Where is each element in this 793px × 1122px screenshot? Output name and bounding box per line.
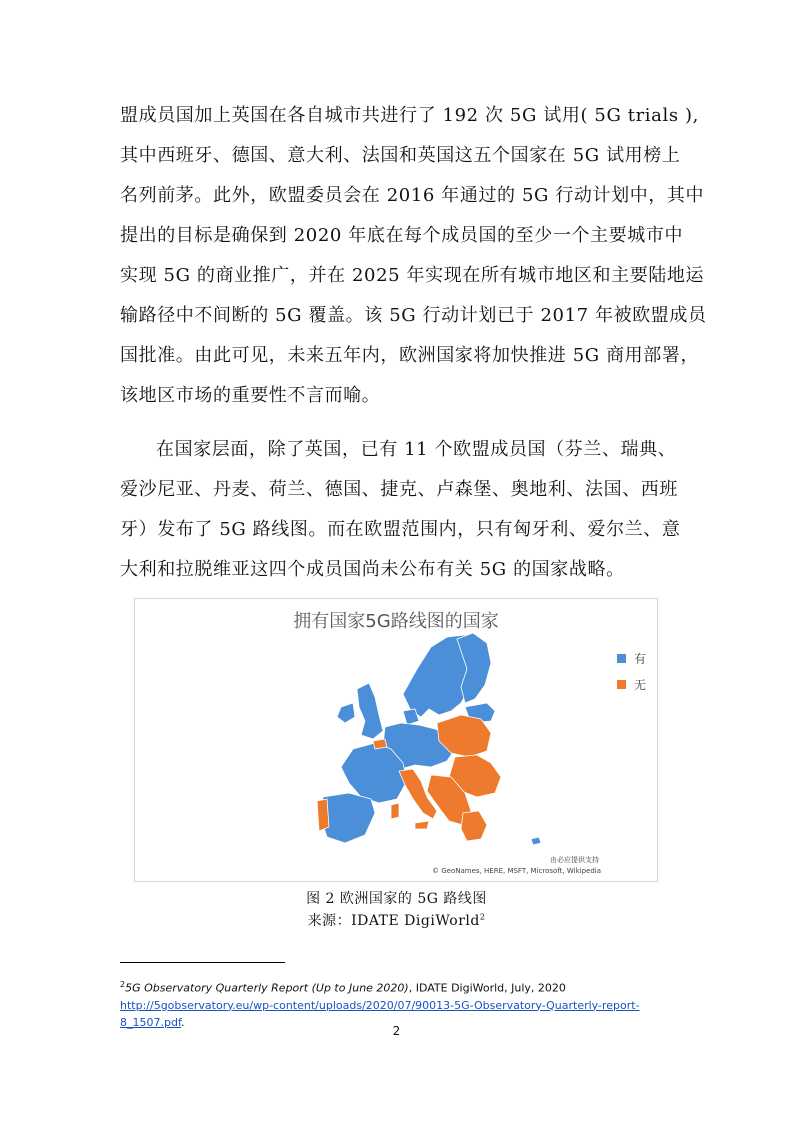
text-line: 国批准。由此可见，未来五年内，欧洲国家将加快推进 5G 商用部署，: [120, 345, 700, 366]
footnote-marker: 2: [120, 980, 126, 989]
sicily-region: [415, 821, 429, 829]
text-line: 牙）发布了 5G 路线图。而在欧盟范围内，只有匈牙利、爱尔兰、意: [120, 519, 681, 540]
text-line: 大利和拉脱维亚这四个成员国尚未公布有关 5G 的国家战略。: [120, 559, 625, 580]
map-attribution-bing: 由必应提供支持: [550, 856, 599, 864]
report-link-line-2: 8_1507.pdf: [120, 1015, 182, 1029]
report-link-line-1: http://5gobservatory.eu/wp-content/uploads/2020/07/90013-5G-Observatory-Quarterly-report-: [120, 998, 640, 1012]
body-paragraph-1: [120, 96, 707, 416]
map-attribution-sources: © GeoNames, HERE, MSFT, Microsoft, Wikipedia: [432, 867, 601, 875]
figure-source: [0, 910, 793, 930]
legend-item-no: [617, 671, 646, 697]
text-line: 其中西班牙、德国、意大利、法国和英国这五个国家在 5G 试用榜上: [120, 145, 681, 166]
uk-region: [357, 683, 383, 739]
footnote-rule: [120, 962, 285, 963]
legend-item-yes: [617, 645, 646, 671]
belgium-region: [373, 739, 387, 749]
europe-map: [135, 599, 657, 881]
page-number: 2: [392, 1024, 401, 1038]
legend-swatch: [617, 654, 626, 663]
portugal-region: [317, 799, 329, 831]
text-line: 该地区市场的重要性不言而喻。: [120, 385, 381, 406]
text-line: 在国家层面，除了英国，已有 11 个欧盟成员国（芬兰、瑞典、: [156, 439, 677, 460]
legend-swatch: [617, 680, 626, 689]
cyprus-region: [531, 837, 541, 845]
legend-label: 有: [634, 651, 647, 666]
footnote: [120, 976, 680, 1031]
report-publisher: , IDATE DigiWorld, July, 2020: [408, 981, 566, 995]
footnote-citation: [120, 976, 680, 997]
source-text: 来源：IDATE DigiWorld: [307, 913, 480, 929]
body-paragraph-2: [120, 430, 681, 590]
link-period: .: [181, 1015, 185, 1029]
text-line: 输路径中不间断的 5G 覆盖。该 5G 行动计划已于 2017 年被欧盟成员: [120, 305, 707, 326]
text-line: 名列前茅。此外，欧盟委员会在 2016 年通过的 5G 行动计划中，其中: [120, 185, 705, 206]
report-title: 5G Observatory Quarterly Report (Up to June 2020): [125, 981, 409, 995]
ireland-region: [337, 703, 355, 723]
text-line: 实现 5G 的商业推广，并在 2025 年实现在所有城市地区和主要陆地运: [120, 265, 705, 286]
legend-label: 无: [634, 677, 647, 692]
text-line: 盟成员国加上英国在各自城市共进行了 192 次 5G 试用( 5G trials ),: [120, 105, 699, 126]
text-line: 提出的目标是确保到 2020 年底在每个成员国的至少一个主要城市中: [120, 225, 684, 246]
map-title: 拥有国家5G路线图的国家: [293, 611, 499, 632]
text-line: 爱沙尼亚、丹麦、荷兰、德国、捷克、卢森堡、奥地利、法国、西班: [120, 479, 678, 500]
map-figure: [134, 598, 658, 882]
greece-region: [461, 811, 487, 841]
figure-caption: 图 2 欧洲国家的 5G 路线图: [306, 891, 487, 907]
map-legend: [617, 645, 646, 697]
sardinia-region: [391, 803, 399, 819]
iberia-region: [321, 793, 375, 843]
footnote-ref: 2: [479, 912, 486, 922]
